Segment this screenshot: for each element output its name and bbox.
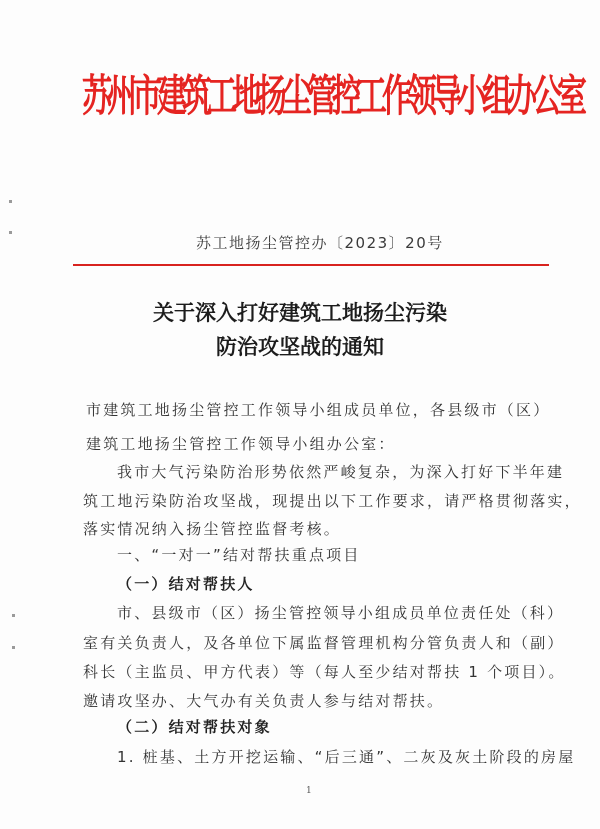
scan-margin-mark: [12, 614, 15, 617]
page-number: 1: [306, 786, 312, 796]
red-separator-line: [73, 264, 549, 266]
subsection-2-line-1: 1. 桩基、土方开挖运输、“后三通”、二灰及灰土阶段的房屋: [117, 748, 576, 766]
intro-line-1: 我市大气污染防治形势依然严峻复杂，为深入打好下半年建: [117, 463, 565, 481]
scan-margin-mark: [9, 200, 12, 203]
subsection-1-line-3: 科长（主监员、甲方代表）等（每人至少结对帮扶 1 个项目）。: [83, 663, 566, 681]
notice-title-line-2: 防治攻坚战的通知: [216, 334, 384, 359]
addressee-line-2: 建筑工地扬尘管控工作领导小组办公室：: [86, 435, 396, 453]
intro-line-3: 落实情况纳入扬尘管控监督考核。: [83, 520, 342, 538]
addressee-line-1: 市建筑工地扬尘管控工作领导小组成员单位，各县级市（区）: [86, 401, 551, 419]
section-1-heading: 一、“一对一”结对帮扶重点项目: [117, 546, 361, 564]
scan-margin-mark: [12, 646, 15, 649]
notice-title: [100, 296, 500, 364]
subsection-1-heading: （一）结对帮扶人: [117, 575, 255, 593]
subsection-1-line-2: 室有关负责人，及各单位下属监督管理机构分管负责人和（副）: [83, 634, 565, 652]
subsection-2-heading: （二）结对帮扶对象: [117, 718, 272, 736]
masthead-title: 苏州市建筑工地扬尘管控工作领导小组办公室: [82, 71, 582, 123]
intro-line-2: 筑工地污染防治攻坚战，现提出以下工作要求，请严格贯彻落实，: [83, 492, 582, 510]
notice-title-line-1: 关于深入打好建筑工地扬尘污染: [153, 300, 447, 325]
scan-margin-mark: [9, 231, 12, 234]
document-number: 苏工地扬尘管控办〔2023〕20号: [196, 234, 444, 252]
subsection-1-line-1: 市、县级市（区）扬尘管控领导小组成员单位责任处（科）: [117, 604, 565, 622]
subsection-1-line-4: 邀请攻坚办、大气办有关负责人参与结对帮扶。: [83, 692, 445, 710]
